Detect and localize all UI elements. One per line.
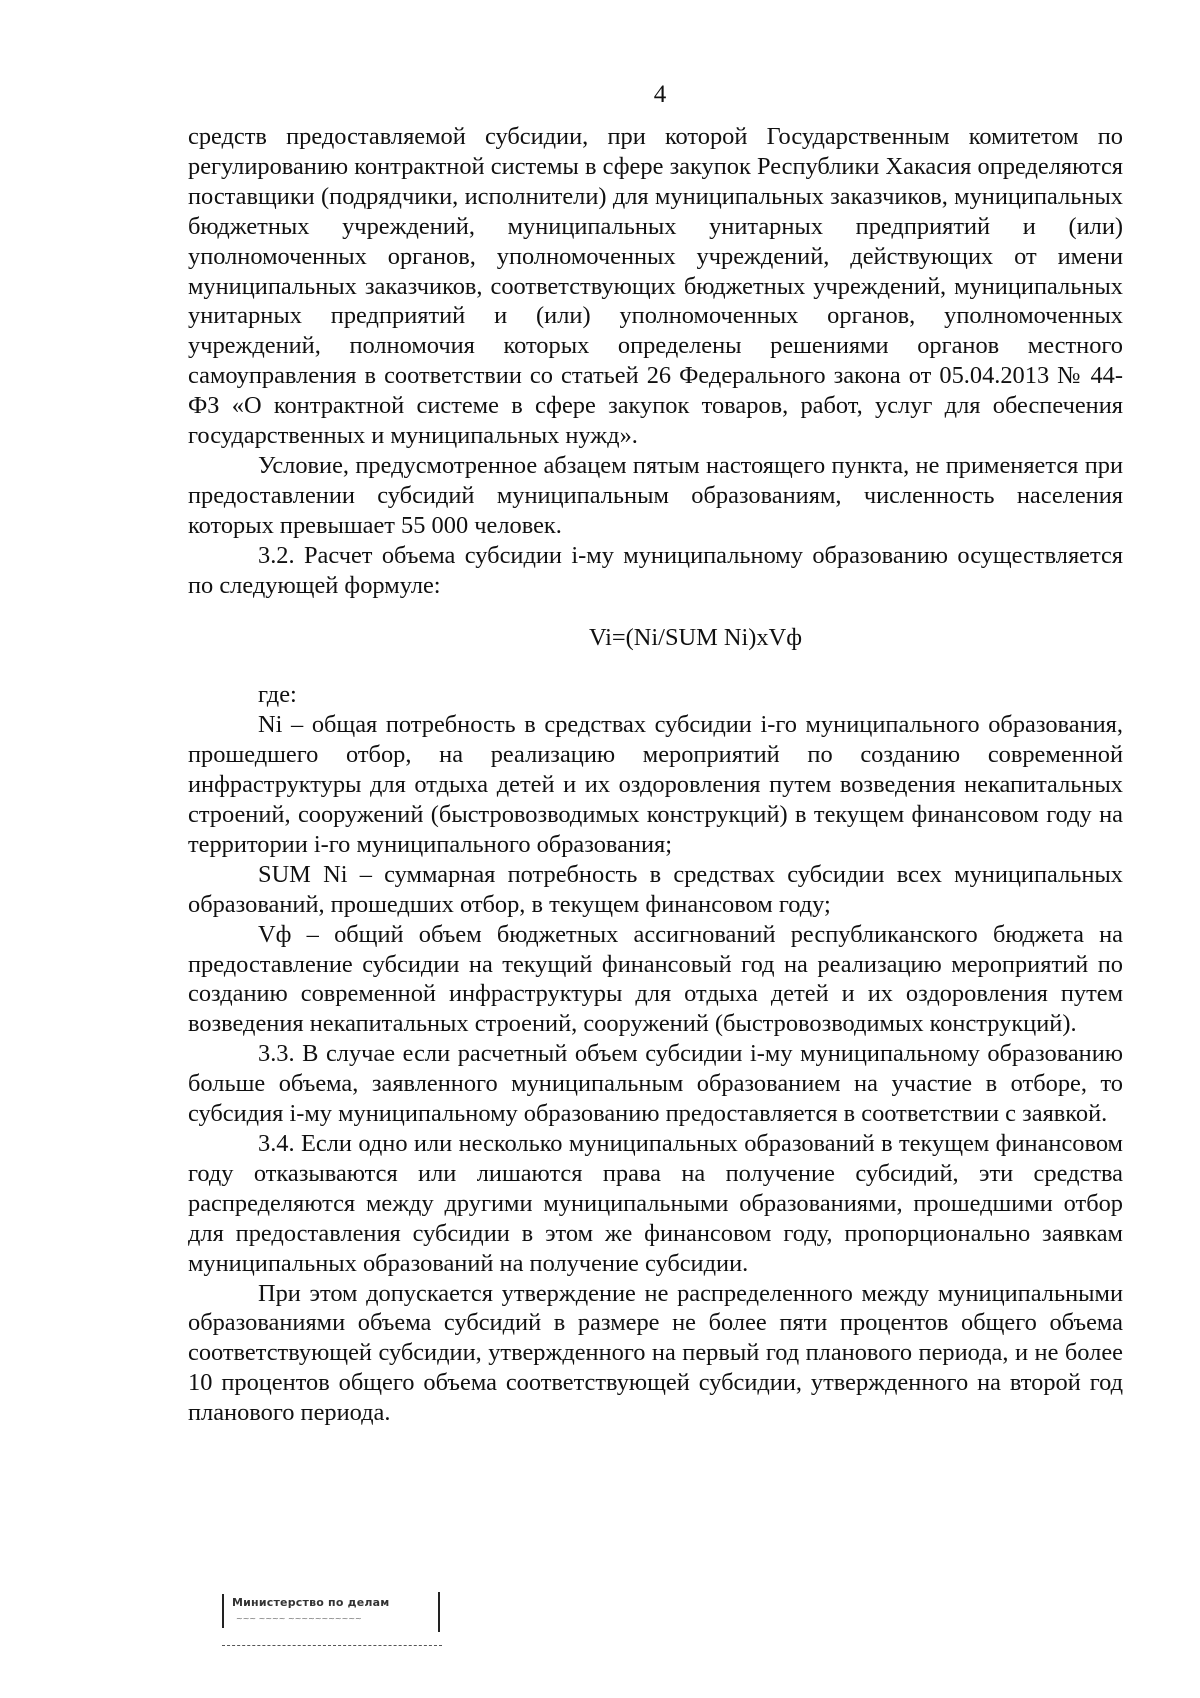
definition-sum-ni: SUM Ni – суммарная потребность в средствах субсидии всех муниципальных образований, прошедших отбор, в текущем финансовом году; xyxy=(188,860,1123,918)
document-body xyxy=(188,122,1123,1428)
ministry-stamp xyxy=(222,1590,450,1656)
paragraph-3-2: 3.2. Расчет объема субсидии i-му муниципальному образованию осуществляется по следующей формуле: xyxy=(188,541,1123,599)
stamp-border-right xyxy=(438,1592,440,1632)
page-number: 4 xyxy=(653,81,667,108)
paragraph-1: средств предоставляемой субсидии, при которой Государственным комитетом по регулированию контрактной системы в сфере закупок Республики Хакасия определяются поставщики (подрядчики, исполнители) для муниципальных заказчиков, муниципальных бюджетных учреждений, муниципальных унитарных предприятий и (или) уполномоченных органов, уполномоченных учреждений, действующих от имени муниципальных заказчиков, соответствующих бюджетных учреждений, муниципальных унитарных предприятий и (или) уполномоченных органов, уполномоченных учреждений, полномочия которых определены решениями органов местного самоуправления в соответствии со статьей 26 Федерального закона от 05.04.2013 № 44-ФЗ «О контрактной системе в сфере закупок товаров, работ, услуг для обеспечения государственных и муниципальных нужд». xyxy=(188,123,1123,450)
stamp-text: Министерство по делам xyxy=(232,1596,390,1609)
definition-vf: Vф – общий объем бюджетных ассигнований республиканского бюджета на предоставление субсидии на текущий финансовый год на реализацию мероприятий по созданию современной инфраструктуры для отдыха детей и их оздоровления путем возведения некапитальных строений, сооружений (быстровозводимых конструкций). xyxy=(188,920,1123,1038)
paragraph-final: При этом допускается утверждение не распределенного между муниципальными образованиями объема субсидий в размере не более пяти процентов общего объема соответствующей субсидии, утвержденного на первый год планового периода, и не более 10 процентов общего объема соответствующей субсидии, утвержденного на второй год планового периода. xyxy=(188,1279,1123,1427)
where-label: где: xyxy=(258,681,297,709)
stamp-illegible-text: ~~~ ~~~~ ~~~~~~~~~~~ xyxy=(236,1614,362,1623)
stamp-border-left xyxy=(222,1594,224,1628)
formula: Vi=(Ni/SUM Ni)xVф xyxy=(588,623,803,651)
stamp-border-bottom xyxy=(222,1645,442,1646)
paragraph-2: Условие, предусмотренное абзацем пятым настоящего пункта, не применяется при предоставлении субсидий муниципальным образованиям, численность населения которых превышает 55 000 человек. xyxy=(188,451,1123,539)
paragraph-3-3: 3.3. В случае если расчетный объем субсидии i-му муниципальному образованию больше объема, заявленного муниципальным образованием на участие в отборе, то субсидия i-му муниципальному образованию предоставляется в соответствии с заявкой. xyxy=(188,1040,1123,1128)
definition-ni: Ni – общая потребность в средствах субсидии i-го муниципального образования, прошедшего отбор, на реализацию мероприятий по созданию современной инфраструктуры для отдыха детей и их оздоровления путем возведения некапитальных строений, сооружений (быстровозводимых конструкций) в текущем финансовом году на территории i-го муниципального образования; xyxy=(188,711,1123,858)
paragraph-3-4: 3.4. Если одно или несколько муниципальных образований в текущем финансовом году отказываются или лишаются права на получение субсидий, эти средства распределяются между другими муниципальными образованиями, прошедшими отбор для предоставления субсидии в этом же финансовом году, пропорционально заявкам муниципальных образований на получение субсидии. xyxy=(188,1130,1123,1277)
